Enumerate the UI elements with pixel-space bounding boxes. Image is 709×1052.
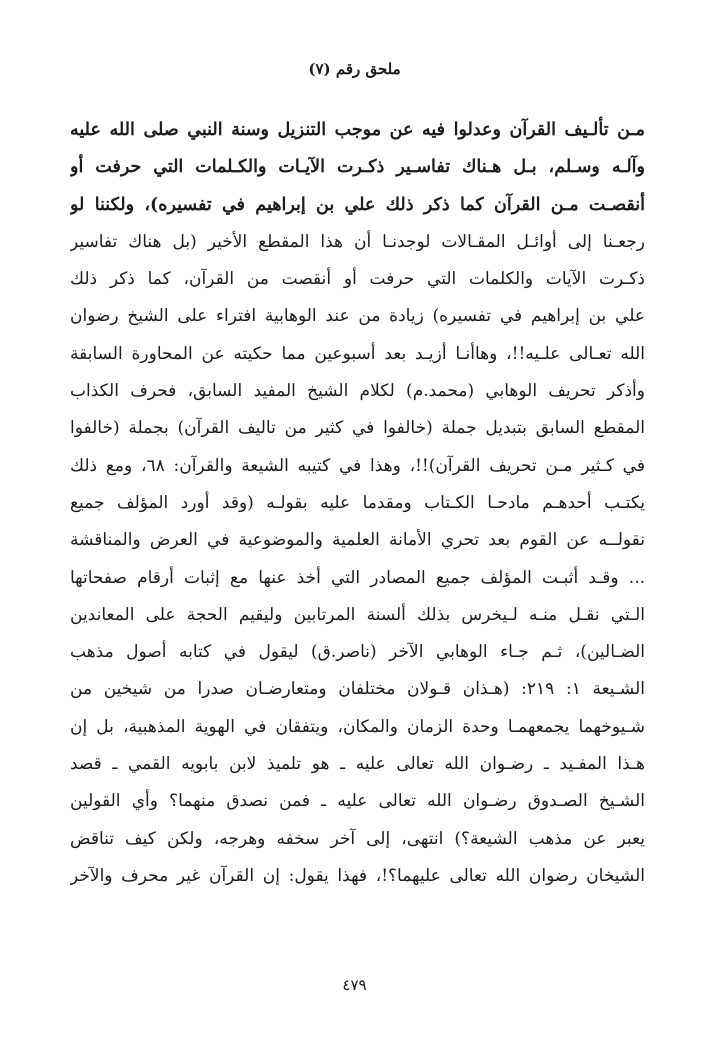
text-line: هـذا المفـيد ـ رضـوان الله تعالى عليه ـ هو تلميذ لابن بابويه القمي ـ قصد <box>70 754 645 775</box>
text-line: يعبر عن مذهب الشيعة؟) انتهى، إلى آخر سخفه وهرجه، ولكن كيف تناقض <box>70 828 645 849</box>
text-line: علي بن إبراهيم في تفسيره) زيادة من عند الوهابية افتراء على الشيخ رضوان <box>70 306 645 327</box>
text-line: المقطع السابق بتبديل جملة (خالفوا في كثير من تاليف القرآن) بجملة (خالفوا <box>70 418 645 439</box>
text-line: رجعـنا إلى أوائـل المقـالات لوجدنـا أن هذا المقطع الأخير (بل هناك تفاسير <box>70 231 645 252</box>
text-line: يكتـب أحدهـم مادحـا الكـتاب ومقدما عليه بقولـه (وقد أورد المؤلف جميع <box>70 492 645 513</box>
running-header: ملحق رقم (٧) <box>308 60 401 78</box>
text-line: نقولــه عن القوم بعد تحري الأمانة العلمية والموضوعية في العرض والمناقشة <box>70 530 645 551</box>
text-line: الـتي نقـل منـه لـيخرس بذلك ألسنة المرتابين وليقيم الحجة على المعاندين <box>70 604 645 625</box>
text-line: الشيخان رضوان الله تعالى عليهما؟!، فهذا يقول: إن القرآن غير محرف والآخر <box>70 865 645 886</box>
text-line: مـن تألـيف القرآن وعدلوا فيه عن موجب التنزيل وسنة النبي صلى الله عليه <box>70 120 645 140</box>
body-text <box>70 112 645 895</box>
text-line: وآلـه وسـلم، بـل هـناك تفاسـير ذكـرت الآيـات والكـلمات التي حرفت أو <box>70 157 645 178</box>
text-line: أنقصـت مـن القرآن كما ذكر ذلك علي بن إبراهيم في تفسيره)، ولكننا لو <box>70 194 645 215</box>
text-line: وأذكر تحريف الوهابي (محمد.م) لكلام الشيخ المفيد السابق، فحرف الكذاب <box>70 381 645 402</box>
text-line: ... وقـد أثبـت المؤلف جميع المصادر التي أخذ عنها مع إثبات أرقام صفحاتها <box>70 567 645 588</box>
text-line: الشـيعة ١: ٢١٩: (هـذان قـولان مختلفان ومتعارضـان صدرا من شيخين من <box>70 679 645 700</box>
text-line: الله تعـالى علـيه!!، وهاأنـا أزيـد بعد أسبوعين مما حكيته عن المحاورة السابقة <box>70 343 645 364</box>
text-line: في كـثير مـن تحريف القرآن)!!، وهذا في كتيبه الشيعة والقرآن: ٦٨، ومع ذلك <box>70 455 645 476</box>
text-line: الشـيخ الصـدوق رضـوان الله تعالى عليه ـ فمن نصدق منهما؟ وأي القولين <box>70 791 645 812</box>
text-line: شـيوخهما يجمعهمـا وحدة الزمان والمكان، ويتفقان في الهوية المذهبية، بل إن <box>70 716 645 737</box>
text-line: ذكـرت الآيات والكلمات التي حرفت أو أنقصت من القرآن، كما ذكر ذلك <box>70 269 645 290</box>
text-line: الضـالين)، ثـم جـاء الوهابي الآخر (ناصر.ق) ليقول في كتابه أصول مذهب <box>70 642 645 663</box>
page-number: ٤٧٩ <box>342 976 367 994</box>
